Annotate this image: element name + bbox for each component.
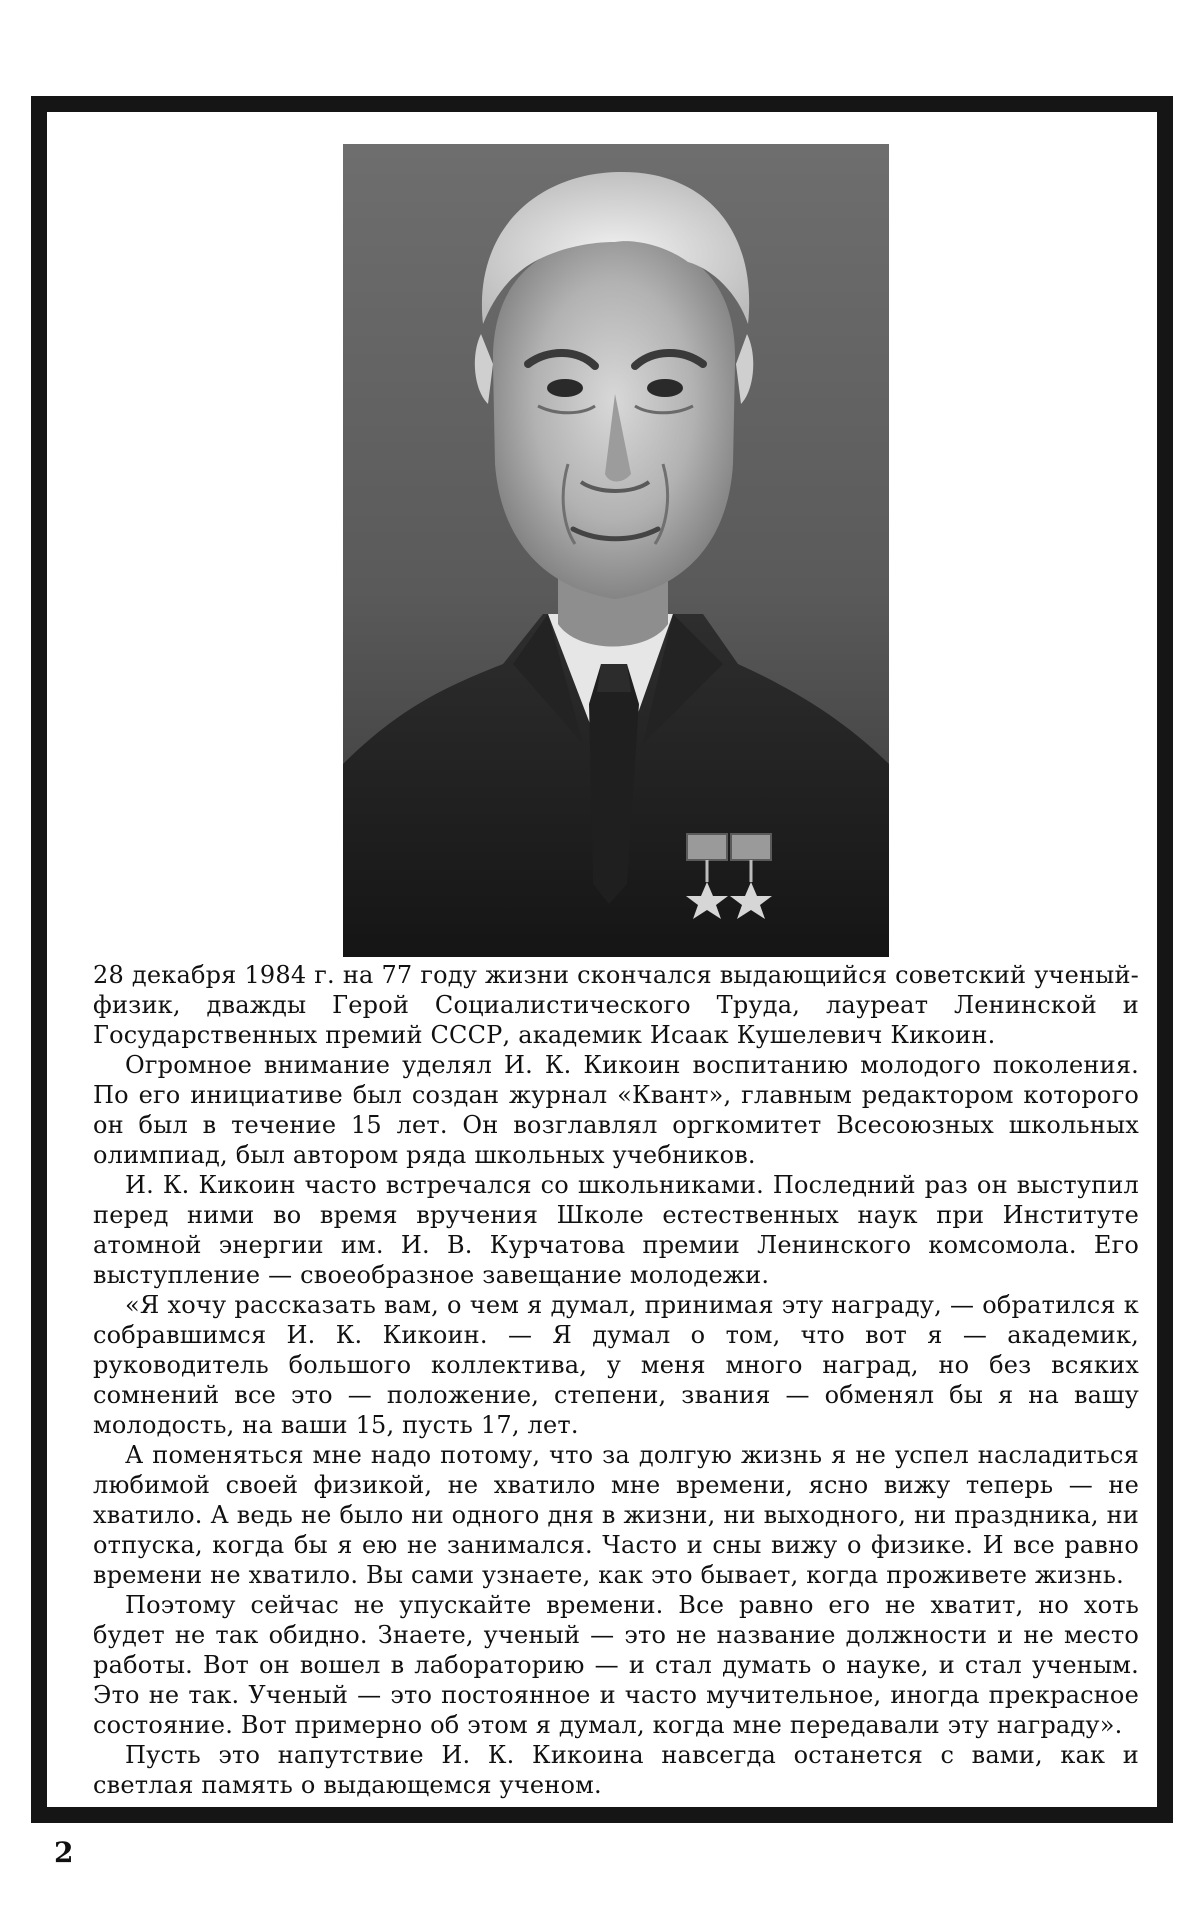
obituary-paragraph-6: Поэтому сейчас не упускайте времени. Все равно его не хватит, но хоть будет не так обидно. Знаете, ученый — это не название должности и не место работы. Вот он вошел в лабораторию — и стал думать о науке, и стал ученым. Это не так. Ученый — это постоянное и часто мучительное, иногда прекрасное состояние. Вот примерно об этом я думал, когда мне передавали эту награду». (93, 1591, 1139, 1739)
obituary-text (93, 960, 1139, 1820)
portrait-photo (343, 144, 889, 957)
obituary-paragraph-4: «Я хочу рассказать вам, о чем я думал, принимая эту награду, — обратился к собравшимся И. К. Кикоин. — Я думал о том, что вот я — академик, руководитель большого коллектива, у меня много наград, но без всяких сомнений все это — положение, степени, звания — обменял бы я на вашу молодость, на ваши 15, пусть 17, лет. (93, 1291, 1139, 1439)
obituary-paragraph-7: Пусть это напутствие И. К. Кикоина навсегда останется с вами, как и светлая память о выдающемся ученом. (93, 1741, 1139, 1799)
mourning-frame (31, 96, 1173, 1823)
portrait-illustration (343, 144, 889, 957)
obituary-paragraph-5: А поменяться мне надо потому, что за долгую жизнь я не успел насладиться любимой своей физикой, не хватило мне времени, ясно вижу теперь — не хватило. А ведь не было ни одного дня в жизни, ни выходного, ни праздника, ни отпуска, когда бы я ею не занимался. Часто и сны вижу о физике. И все равно времени не хватило. Вы сами узнаете, как это бывает, когда проживете жизнь. (93, 1441, 1139, 1589)
obituary-paragraph-2: Огромное внимание уделял И. К. Кикоин воспитанию молодого поколения. По его инициативе был создан журнал «Квант», главным редактором которого он был в течение 15 лет. Он возглавлял оргкомитет Всесоюзных школьных олимпиад, был автором ряда школьных учебников. (93, 1051, 1139, 1169)
obituary-paragraph-1: 28 декабря 1984 г. на 77 году жизни скончался выдающийся советский ученый-физик, дважды Герой Социалистического Труда, лауреат Ленинской и Государственных премий СССР, академик Исаак Кушелевич Кикоин. (93, 961, 1139, 1049)
obituary-paragraph-3: И. К. Кикоин часто встречался со школьниками. Последний раз он выступил перед ними во время вручения Школе естественных наук при Институте атомной энергии им. И. В. Курчатова премии Ленинского комсомола. Его выступление — своеобразное завещание молодежи. (93, 1171, 1139, 1289)
page-number: 2 (54, 1836, 74, 1869)
